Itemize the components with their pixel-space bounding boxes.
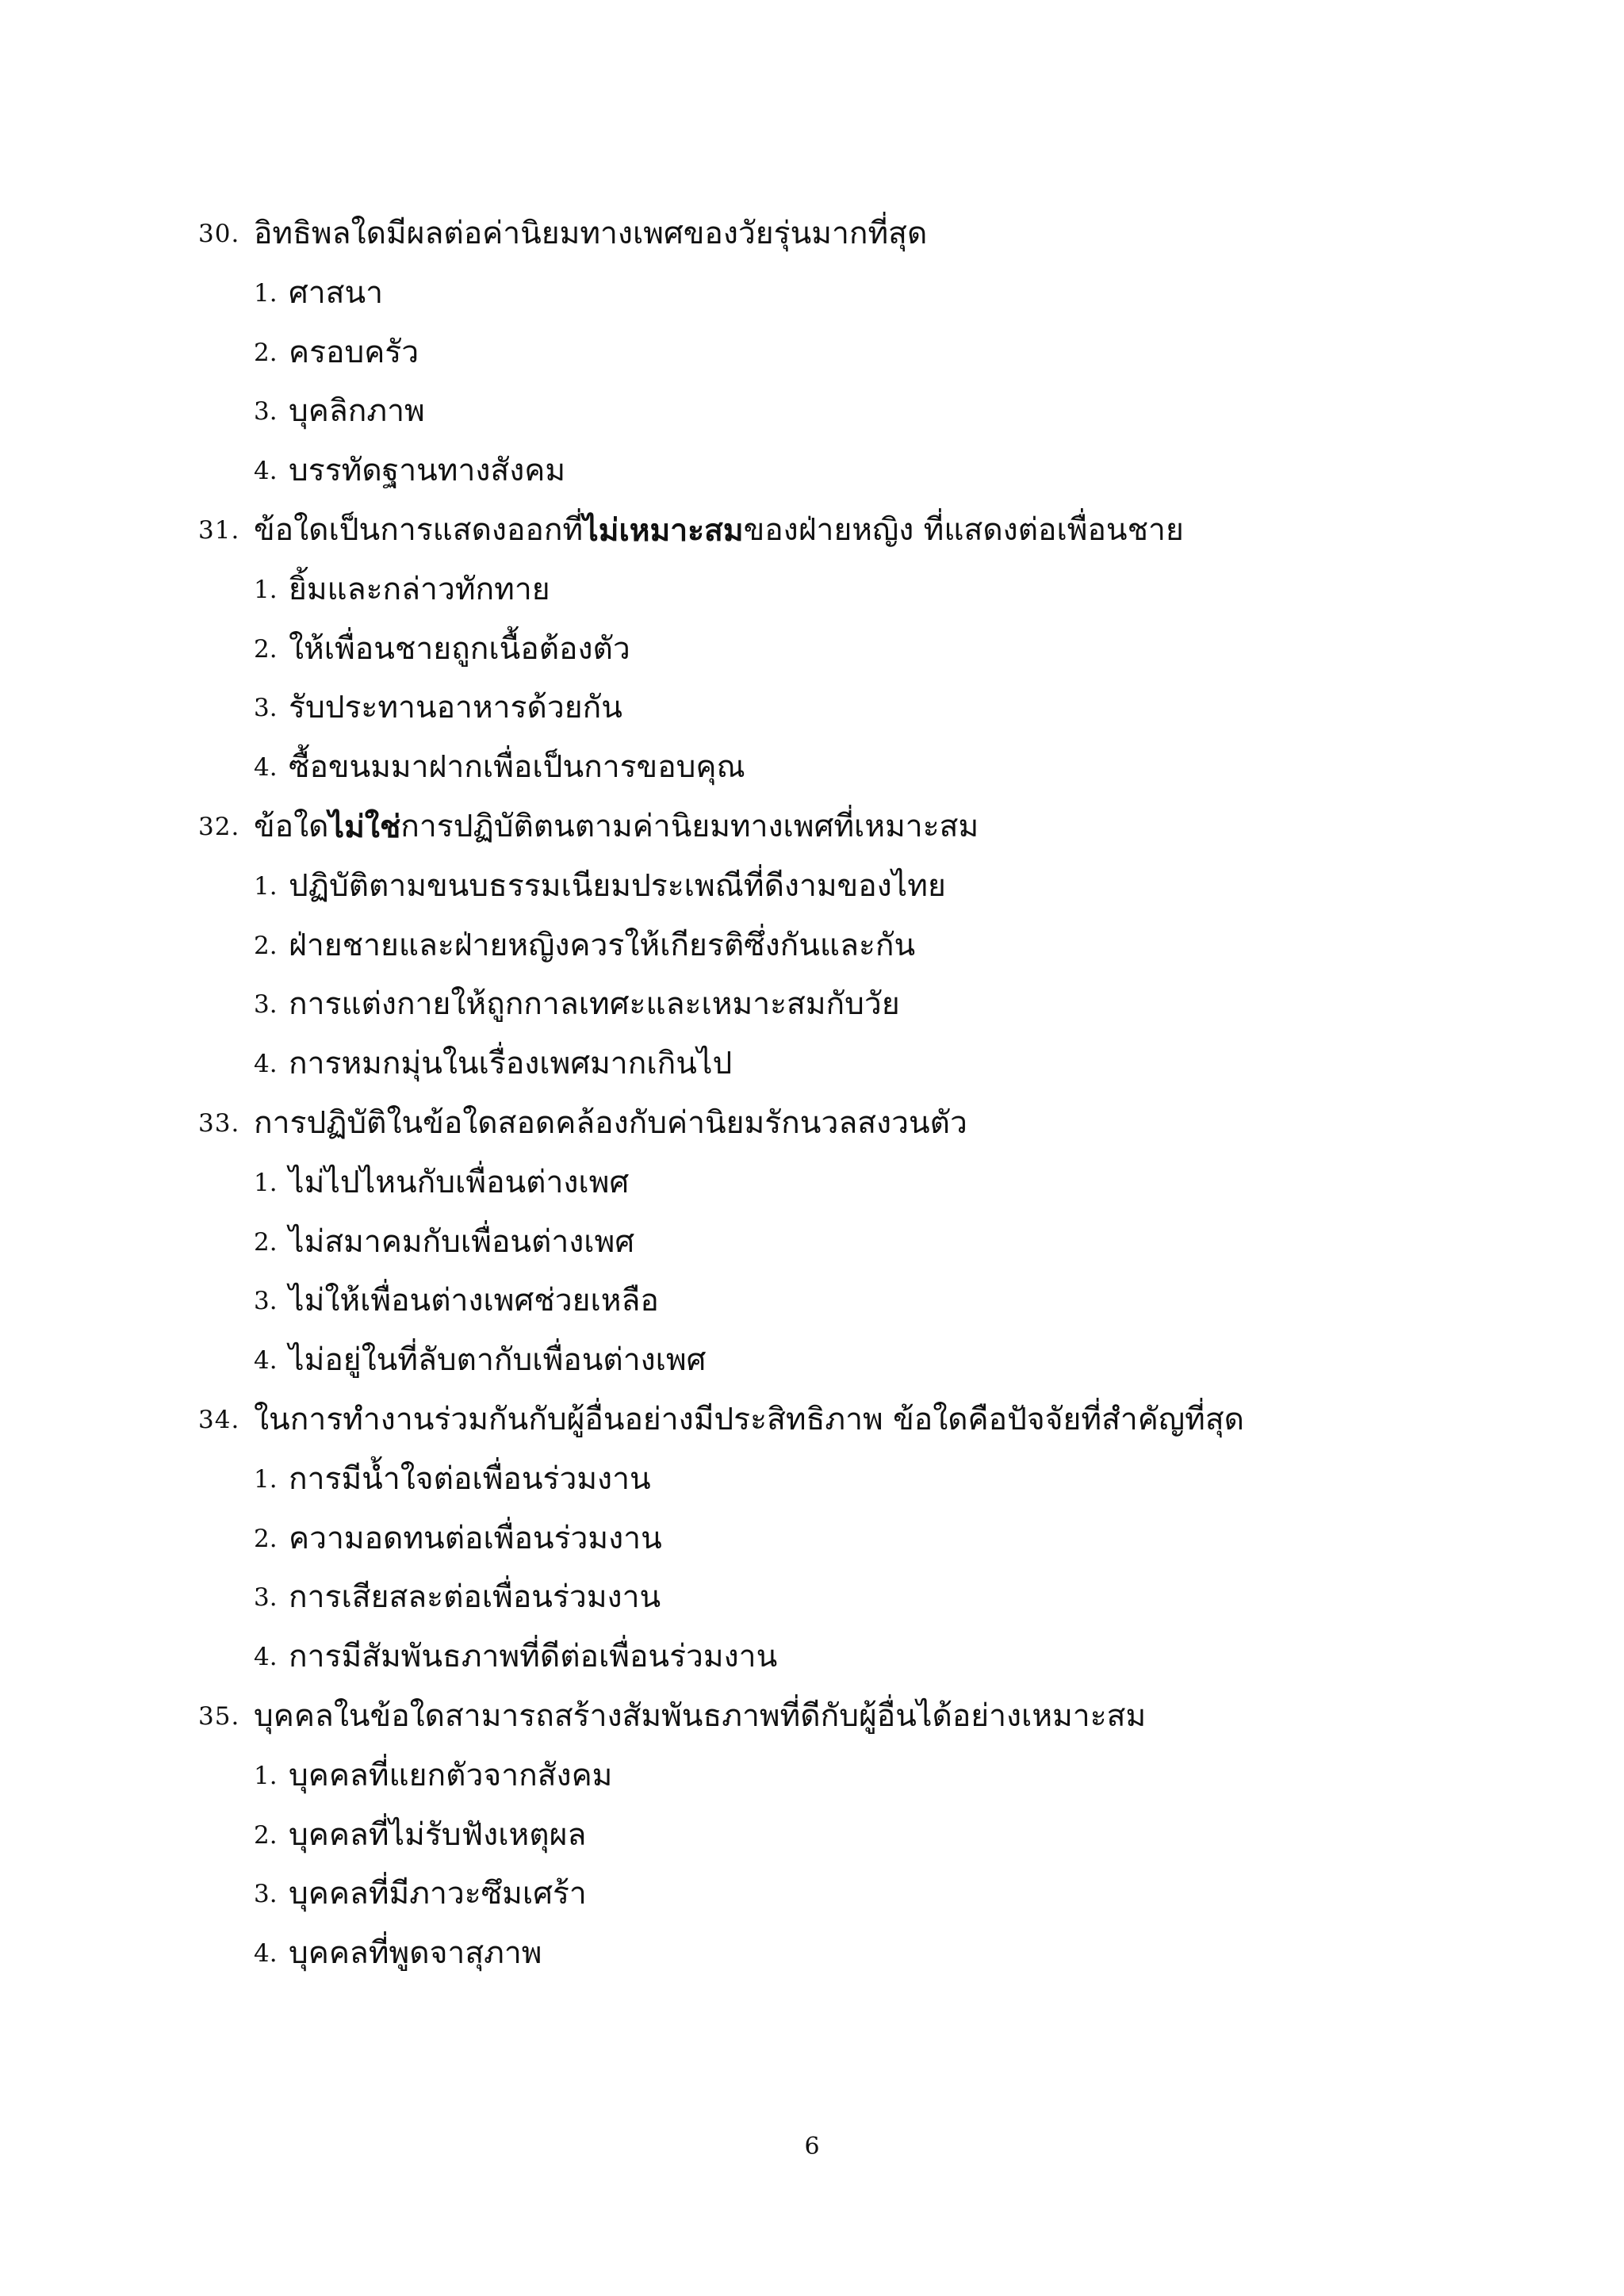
answer-option [198,1806,1546,1866]
answer-option [198,1331,1546,1391]
answer-option [198,975,1546,1035]
answer-option [198,1568,1546,1628]
answer-option [198,916,1546,976]
answer-option [198,1510,1546,1569]
answer-option [198,857,1546,916]
option-text: บุคคลที่ไม่รับฟังเหตุผล [289,1816,587,1853]
option-text: ไม่สมาคมกับเพื่อนต่างเพศ [289,1223,635,1260]
option-number: 1. [254,1761,278,1790]
option-number: 3. [254,397,278,427]
question-number: 32. [198,812,240,841]
answer-option [198,620,1546,679]
option-text: การมีน้ำใจต่อเพื่อนร่วมงาน [289,1460,651,1497]
question-stem [198,1687,1546,1747]
question-emphasis: ไม่เหมาะสม [583,511,744,549]
option-number: 2. [254,1820,278,1850]
option-number: 1. [254,1168,278,1197]
answer-option [198,323,1546,383]
answer-option [198,1747,1546,1806]
question-number: 31. [198,515,240,545]
answer-option [198,1272,1546,1331]
option-number: 1. [254,871,278,901]
option-text: ไม่ไปไหนกับเพื่อนต่างเพศ [289,1164,630,1200]
question-text-continued: การปฏิบัติตนตามค่านิยมทางเพศที่เหมาะสม [400,808,979,844]
option-text: การมีสัมพันธภาพที่ดีต่อเพื่อนร่วมงาน [289,1639,778,1675]
option-number: 3. [254,990,278,1020]
option-text: ซื้อขนมมาฝากเพื่อเป็นการขอบคุณ [289,749,745,786]
question-text-continued: ของฝ่ายหญิง ที่แสดงต่อเพื่อนชาย [743,511,1184,548]
answer-option [198,679,1546,738]
option-text: ไม่ให้เพื่อนต่างเพศช่วยเหลือ [289,1283,659,1319]
answer-option [198,264,1546,323]
option-text: การแต่งกายให้ถูกกาลเทศะและเหมาะสมกับวัย [289,986,900,1023]
option-text: ให้เพื่อนชายถูกเนื้อต้องตัว [289,630,630,667]
answer-option [198,1035,1546,1094]
option-text: บรรทัดฐานทางสังคม [289,453,566,489]
question-emphasis: ไม่ใช่ [328,808,401,845]
question-34 [198,1391,1546,1687]
option-text: ฝ่ายชายและฝ่ายหญิงควรให้เกียรติซึ่งกันและกัน [289,927,916,963]
question-35 [198,1687,1546,1984]
question-text: ข้อใดเป็นการแสดงออกที่ [254,511,584,548]
answer-option [198,442,1546,501]
answer-option [198,1924,1546,1984]
question-text: อิทธิพลใดมีผลต่อค่านิยมทางเพศของวัยรุ่นมากที่สุด [254,216,928,251]
question-31 [198,501,1546,798]
option-text: ความอดทนต่อเพื่อนร่วมงาน [289,1520,662,1556]
option-text: บุคคลที่มีภาวะซึมเศร้า [289,1876,587,1912]
option-number: 2. [254,1227,278,1257]
question-number: 34. [198,1405,240,1434]
option-text: ศาสนา [289,274,384,311]
answer-option [198,1628,1546,1687]
answer-option [198,1450,1546,1510]
question-stem [198,1391,1546,1450]
option-number: 4. [254,1939,278,1969]
option-number: 1. [254,278,278,308]
question-text: ข้อใด [254,808,329,844]
option-number: 1. [254,1464,278,1494]
option-number: 3. [254,1583,278,1613]
option-number: 3. [254,1287,278,1316]
question-33 [198,1094,1546,1391]
option-number: 4. [254,1643,278,1672]
question-text: บุคคลในข้อใดสามารถสร้างสัมพันธภาพที่ดีกับผู้อื่นได้อย่างเหมาะสม [254,1697,1147,1734]
option-number: 3. [254,1880,278,1909]
option-text: ยิ้มและกล่าวทักทาย [289,571,550,607]
question-text: การปฏิบัติในข้อใดสอดคล้องกับค่านิยมรักนวลสงวนตัว [254,1104,967,1141]
option-number: 4. [254,457,278,486]
page-number: 6 [804,2133,820,2160]
option-number: 1. [254,575,278,604]
option-text: บุคคลที่แยกตัวจากสังคม [289,1757,613,1793]
option-text: ปฏิบัติตามขนบธรรมเนียมประเพณีที่ดีงามของไทย [289,867,946,904]
option-text: รับประทานอาหารด้วยกัน [289,690,622,726]
question-number: 30. [198,220,240,248]
question-32 [198,798,1546,1094]
question-text: ในการทำงานร่วมกันกับผู้อื่นอย่างมีประสิทธิภาพ ข้อใดคือปัจจัยที่สำคัญที่สุด [254,1401,1244,1437]
option-number: 2. [254,1524,278,1553]
question-30 [198,205,1546,501]
option-text: การหมกมุ่นในเรื่องเพศมากเกินไป [289,1046,733,1082]
answer-option [198,1865,1546,1924]
option-number: 4. [254,1346,278,1376]
option-text: บุคลิกภาพ [289,393,425,430]
option-number: 2. [254,931,278,960]
answer-option [198,1154,1546,1213]
option-number: 4. [254,753,278,783]
question-list [198,205,1546,1984]
question-stem [198,205,1546,264]
option-text: บุคคลที่พูดจาสุภาพ [289,1935,542,1972]
option-number: 2. [254,634,278,664]
option-text: ไม่อยู่ในที่ลับตากับเพื่อนต่างเพศ [289,1342,707,1379]
question-number: 33. [198,1108,240,1138]
question-stem [198,501,1546,561]
option-text: ครอบครัว [289,334,419,370]
question-stem [198,1094,1546,1154]
option-number: 4. [254,1050,278,1079]
answer-option [198,738,1546,798]
option-text: การเสียสละต่อเพื่อนร่วมงาน [289,1579,661,1616]
answer-option [198,382,1546,442]
answer-option [198,1213,1546,1272]
option-number: 2. [254,338,278,367]
option-number: 3. [254,694,278,723]
question-stem [198,798,1546,857]
question-number: 35. [198,1701,240,1731]
answer-option [198,561,1546,620]
